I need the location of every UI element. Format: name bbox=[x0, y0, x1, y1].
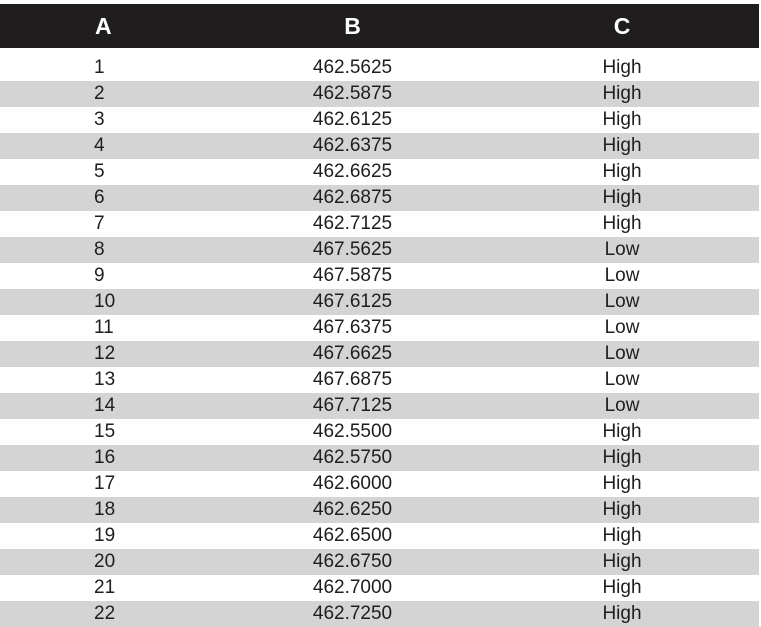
cell-a: 1 bbox=[94, 57, 105, 78]
cell-b: 467.6875 bbox=[312, 369, 393, 390]
cell-c: High bbox=[602, 213, 642, 234]
cell-a: 7 bbox=[94, 213, 105, 234]
cell-b: 467.7125 bbox=[312, 395, 393, 416]
cell-b: 462.5875 bbox=[312, 83, 393, 104]
cell-c: High bbox=[602, 551, 642, 572]
cell-c: High bbox=[602, 421, 642, 442]
table-header bbox=[0, 4, 759, 48]
cell-c: High bbox=[602, 525, 642, 546]
cell-c: High bbox=[602, 187, 642, 208]
cell-a: 13 bbox=[94, 369, 116, 390]
table-row bbox=[0, 55, 759, 81]
table-body bbox=[0, 55, 759, 627]
table-row bbox=[0, 185, 759, 211]
table-row bbox=[0, 133, 759, 159]
cell-a: 6 bbox=[94, 187, 105, 208]
cell-a: 11 bbox=[94, 317, 114, 338]
table-row bbox=[0, 341, 759, 367]
cell-b: 462.6000 bbox=[312, 473, 393, 494]
cell-b: 462.6500 bbox=[312, 525, 393, 546]
cell-a: 5 bbox=[94, 161, 105, 182]
cell-b: 462.6125 bbox=[312, 109, 393, 130]
cell-b: 462.6375 bbox=[312, 135, 393, 156]
table-row bbox=[0, 497, 759, 523]
cell-a: 4 bbox=[94, 135, 105, 156]
table-row bbox=[0, 211, 759, 237]
cell-b: 467.5875 bbox=[312, 265, 393, 286]
table-row bbox=[0, 445, 759, 471]
cell-a: 22 bbox=[94, 603, 116, 624]
cell-b: 467.5625 bbox=[312, 239, 393, 260]
cell-c: High bbox=[602, 161, 642, 182]
cell-c: High bbox=[602, 109, 642, 130]
cell-b: 462.6750 bbox=[312, 551, 393, 572]
cell-c: Low bbox=[604, 239, 640, 260]
cell-b: 462.5500 bbox=[312, 421, 393, 442]
cell-c: High bbox=[602, 577, 642, 598]
cell-c: Low bbox=[604, 343, 640, 364]
table-row bbox=[0, 289, 759, 315]
channel-table bbox=[0, 4, 759, 627]
cell-b: 467.6375 bbox=[312, 317, 393, 338]
table-row bbox=[0, 237, 759, 263]
table-row bbox=[0, 367, 759, 393]
cell-b: 462.6250 bbox=[312, 499, 393, 520]
cell-c: Low bbox=[604, 369, 640, 390]
cell-a: 19 bbox=[94, 525, 116, 546]
cell-a: 8 bbox=[94, 239, 105, 260]
cell-a: 9 bbox=[94, 265, 105, 286]
table-row bbox=[0, 471, 759, 497]
cell-b: 462.7000 bbox=[312, 577, 393, 598]
cell-a: 17 bbox=[94, 473, 116, 494]
table-row bbox=[0, 575, 759, 601]
table-row bbox=[0, 263, 759, 289]
cell-c: High bbox=[602, 603, 642, 624]
cell-c: High bbox=[602, 499, 642, 520]
table-row bbox=[0, 81, 759, 107]
cell-c: High bbox=[602, 447, 642, 468]
cell-c: High bbox=[602, 473, 642, 494]
table-row bbox=[0, 523, 759, 549]
cell-b: 467.6125 bbox=[312, 291, 393, 312]
cell-b: 462.7250 bbox=[312, 603, 393, 624]
cell-b: 462.5750 bbox=[312, 447, 393, 468]
cell-a: 14 bbox=[94, 395, 116, 416]
cell-a: 21 bbox=[94, 577, 116, 598]
cell-b: 467.6625 bbox=[312, 343, 393, 364]
column-header-a: A bbox=[95, 12, 112, 39]
table-row bbox=[0, 393, 759, 419]
cell-b: 462.6625 bbox=[312, 161, 393, 182]
cell-c: High bbox=[602, 83, 642, 104]
cell-a: 3 bbox=[94, 109, 105, 130]
cell-a: 16 bbox=[94, 447, 116, 468]
table-row bbox=[0, 159, 759, 185]
cell-a: 12 bbox=[94, 343, 116, 364]
cell-c: Low bbox=[604, 395, 640, 416]
table-row bbox=[0, 419, 759, 445]
cell-a: 10 bbox=[94, 291, 116, 312]
column-header-b: B bbox=[344, 12, 361, 39]
cell-a: 20 bbox=[94, 551, 116, 572]
cell-b: 462.7125 bbox=[312, 213, 393, 234]
cell-c: High bbox=[602, 135, 642, 156]
cell-a: 18 bbox=[94, 499, 116, 520]
table-row bbox=[0, 549, 759, 575]
cell-c: High bbox=[602, 57, 642, 78]
cell-c: Low bbox=[604, 291, 640, 312]
table-row bbox=[0, 315, 759, 341]
cell-a: 2 bbox=[94, 83, 105, 104]
cell-b: 462.5625 bbox=[312, 57, 393, 78]
cell-c: Low bbox=[604, 317, 640, 338]
cell-b: 462.6875 bbox=[312, 187, 393, 208]
cell-c: Low bbox=[604, 265, 640, 286]
table-row bbox=[0, 601, 759, 627]
cell-a: 15 bbox=[94, 421, 116, 442]
table-row bbox=[0, 107, 759, 133]
column-header-c: C bbox=[613, 12, 631, 39]
